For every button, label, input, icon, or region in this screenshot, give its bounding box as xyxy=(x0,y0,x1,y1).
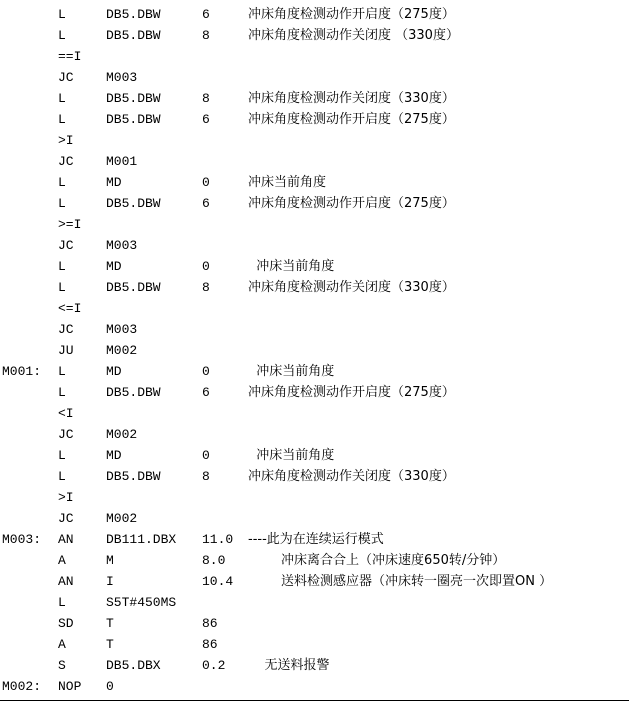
code-line-comment: 无送料报警 xyxy=(248,658,330,673)
code-line-operator: L xyxy=(58,595,66,610)
code-line-operator: A xyxy=(58,637,66,652)
code-line xyxy=(0,466,629,487)
code-line-label: M003: xyxy=(2,532,42,547)
code-line-operand: M001 xyxy=(106,154,138,169)
code-line-operator: L xyxy=(58,175,66,190)
code-line-operand: DB5.DBX xyxy=(106,658,161,673)
code-line-operand: DB5.DBW xyxy=(106,196,161,211)
code-line-comment: 冲床当前角度 xyxy=(248,364,335,379)
code-line-address: 0 xyxy=(202,259,210,274)
code-line-operator: JC xyxy=(58,238,74,253)
code-line-operand: MD xyxy=(106,448,122,463)
code-line-comment: 冲床角度检测动作关闭度（330度） xyxy=(248,280,455,295)
code-line-operand: MD xyxy=(106,175,122,190)
code-line-address: 6 xyxy=(202,385,210,400)
code-line-comment: 冲床角度检测动作关闭度（330度） xyxy=(248,469,455,484)
code-line-comment: 冲床角度检测动作开启度（275度） xyxy=(248,196,455,211)
code-line-operator: <=I xyxy=(58,301,82,316)
code-line xyxy=(0,130,629,151)
code-line xyxy=(0,340,629,361)
code-line xyxy=(0,88,629,109)
code-line-operand: T xyxy=(106,616,114,631)
code-line-comment: 冲床当前角度 xyxy=(248,259,335,274)
code-line-operator: L xyxy=(58,385,66,400)
code-line-address: 86 xyxy=(202,637,218,652)
code-line-label: M002: xyxy=(2,679,42,694)
code-line-operator: SD xyxy=(58,616,74,631)
code-line-operand: DB111.DBX xyxy=(106,532,177,547)
code-line xyxy=(0,193,629,214)
code-line xyxy=(0,445,629,466)
code-line-operand: M003 xyxy=(106,322,138,337)
code-line xyxy=(0,214,629,235)
code-line-address: 6 xyxy=(202,7,210,22)
code-line-operator: L xyxy=(58,112,66,127)
code-line-operand: M002 xyxy=(106,427,138,442)
code-line-operator: JC xyxy=(58,322,74,337)
code-line xyxy=(0,529,629,550)
code-line xyxy=(0,67,629,88)
code-line-operand: T xyxy=(106,637,114,652)
code-line-operator: JC xyxy=(58,511,74,526)
code-line-operator: JU xyxy=(58,343,74,358)
code-line-operand: MD xyxy=(106,259,122,274)
code-line-address: 86 xyxy=(202,616,218,631)
code-line-operator: L xyxy=(58,28,66,43)
code-line xyxy=(0,592,629,613)
code-line-operand: DB5.DBW xyxy=(106,385,161,400)
code-line-comment: ----此为在连续运行模式 xyxy=(248,532,384,547)
code-line-address: 0 xyxy=(202,448,210,463)
code-line-comment: 冲床角度检测动作开启度（275度） xyxy=(248,385,455,400)
code-line-operand: M xyxy=(106,553,114,568)
code-line xyxy=(0,382,629,403)
code-line-address: 8.0 xyxy=(202,553,226,568)
code-line-operator: <I xyxy=(58,406,74,421)
code-line-operator: JC xyxy=(58,427,74,442)
code-line xyxy=(0,424,629,445)
code-line-operator: JC xyxy=(58,154,74,169)
code-line-operand: I xyxy=(106,574,114,589)
code-line-operator: >I xyxy=(58,490,74,505)
code-line-operand: 0 xyxy=(106,679,114,694)
code-line-operand: DB5.DBW xyxy=(106,28,161,43)
code-line-operator: AN xyxy=(58,532,74,547)
code-line-operand: DB5.DBW xyxy=(106,7,161,22)
code-line xyxy=(0,319,629,340)
code-line-address: 11.0 xyxy=(202,532,234,547)
code-line-operator: ==I xyxy=(58,49,82,64)
code-line xyxy=(0,277,629,298)
code-line-operand: M003 xyxy=(106,70,138,85)
code-line-comment: 冲床当前角度 xyxy=(248,448,335,463)
code-line-address: 10.4 xyxy=(202,574,234,589)
code-line-comment: 冲床角度检测动作关闭度（330度） xyxy=(248,91,455,106)
code-line xyxy=(0,403,629,424)
code-line-operand: M002 xyxy=(106,343,138,358)
code-line-operator: >=I xyxy=(58,217,82,232)
code-line-operand: DB5.DBW xyxy=(106,112,161,127)
code-line-operator: L xyxy=(58,364,66,379)
code-line-address: 6 xyxy=(202,112,210,127)
code-line-operand: MD xyxy=(106,364,122,379)
code-line-operator: L xyxy=(58,91,66,106)
code-line xyxy=(0,4,629,25)
code-line xyxy=(0,172,629,193)
code-line-label: M001: xyxy=(2,364,42,379)
code-line-operand: DB5.DBW xyxy=(106,469,161,484)
code-line-operator: >I xyxy=(58,133,74,148)
code-line-operator: AN xyxy=(58,574,74,589)
code-line xyxy=(0,613,629,634)
code-line xyxy=(0,571,629,592)
code-line-comment: 冲床角度检测动作开启度（275度） xyxy=(248,7,455,22)
code-line-operand: DB5.DBW xyxy=(106,280,161,295)
code-line xyxy=(0,235,629,256)
code-line-operator: S xyxy=(58,658,66,673)
code-line xyxy=(0,25,629,46)
code-line-address: 8 xyxy=(202,91,210,106)
code-line xyxy=(0,298,629,319)
code-line xyxy=(0,634,629,655)
code-line xyxy=(0,256,629,277)
code-line xyxy=(0,151,629,172)
code-line xyxy=(0,487,629,508)
code-line-operator: L xyxy=(58,196,66,211)
code-line-operand: M003 xyxy=(106,238,138,253)
code-line-address: 0 xyxy=(202,364,210,379)
code-line xyxy=(0,676,629,697)
code-line-comment: 冲床当前角度 xyxy=(248,175,327,190)
code-line-comment: 冲床角度检测动作关闭度 （330度） xyxy=(248,28,459,43)
code-line-comment: 冲床离合合上（冲床速度650转/分钟） xyxy=(248,553,506,568)
code-line-address: 8 xyxy=(202,469,210,484)
code-line xyxy=(0,508,629,529)
code-line-operator: NOP xyxy=(58,679,82,694)
code-line xyxy=(0,109,629,130)
code-line-operator: L xyxy=(58,280,66,295)
code-line-operand: M002 xyxy=(106,511,138,526)
code-line-operator: L xyxy=(58,259,66,274)
code-line-operator: L xyxy=(58,7,66,22)
code-line-operand: DB5.DBW xyxy=(106,91,161,106)
code-line xyxy=(0,361,629,382)
code-line xyxy=(0,46,629,67)
code-line-operand: S5T#450MS xyxy=(106,595,177,610)
code-line-operator: JC xyxy=(58,70,74,85)
code-line-address: 0 xyxy=(202,175,210,190)
code-line xyxy=(0,655,629,676)
code-line-address: 6 xyxy=(202,196,210,211)
code-line-address: 8 xyxy=(202,280,210,295)
code-line-operator: L xyxy=(58,448,66,463)
code-line-address: 8 xyxy=(202,28,210,43)
code-line-operator: A xyxy=(58,553,66,568)
code-line-address: 0.2 xyxy=(202,658,226,673)
code-line-comment: 送料检测感应器（冲床转一圈亮一次即置ON ） xyxy=(248,574,553,589)
code-line-operator: L xyxy=(58,469,66,484)
code-line-comment: 冲床角度检测动作开启度（275度） xyxy=(248,112,455,127)
code-line xyxy=(0,550,629,571)
